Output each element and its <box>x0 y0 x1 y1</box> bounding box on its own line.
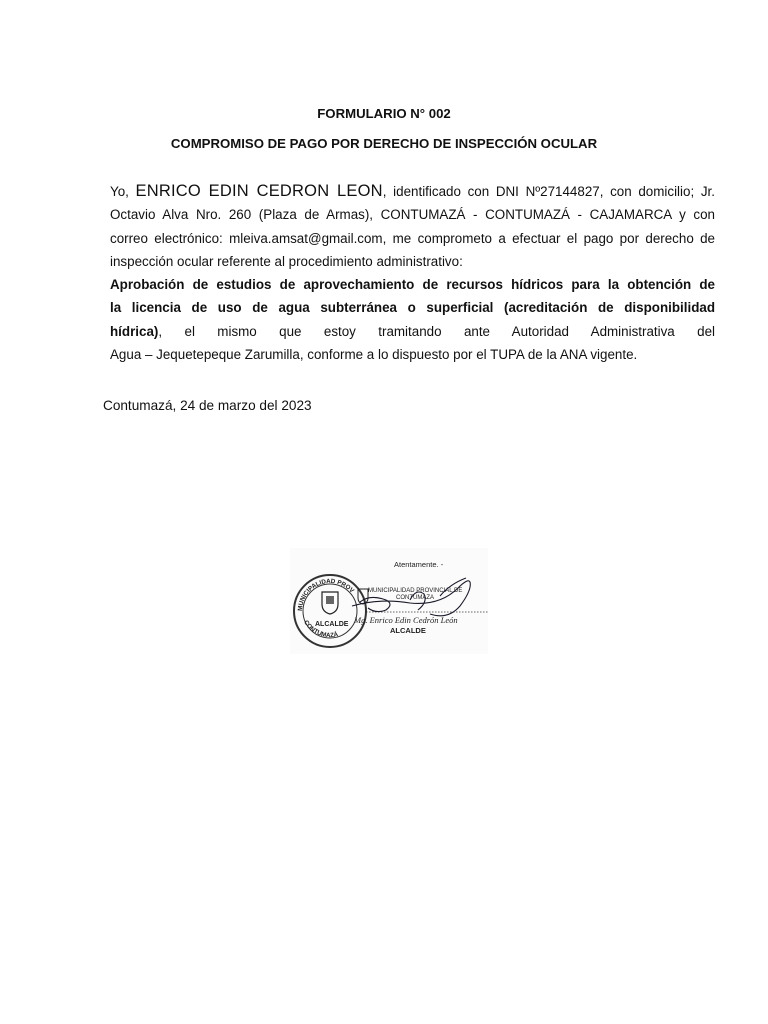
atentamente-text: Atentamente. - <box>394 560 444 569</box>
pronoun-text: Yo, <box>110 184 129 199</box>
paragraph-line-4: inspección ocular referente al procedimiento administrativo: <box>110 253 463 269</box>
paragraph-line-8: Agua – Jequetepeque Zarumilla, conforme a lo dispuesto por el TUPA de la ANA vigente. <box>110 347 638 363</box>
svg-text:MUNICIPALIDAD PROV <box>297 578 356 611</box>
date-line: Contumazá, 24 de marzo del 2023 <box>103 398 312 413</box>
document-heading: COMPROMISO DE PAGO POR DERECHO DE INSPECCIÓN OCULAR <box>170 136 598 151</box>
declarant-name: ENRICO EDIN CEDRON LEON <box>135 182 383 200</box>
seal-bottom-text: CONTUMAZÁ <box>302 619 339 640</box>
paragraph-line-1-rest: , identificado con DNI Nº27144827, con domicilio; Jr. <box>382 184 715 199</box>
paragraph-line-7-rest: , el mismo que estoy tramitando ante Autoridad Administrativa del <box>158 323 715 339</box>
seal-top-text: MUNICIPALIDAD PROV <box>296 577 356 612</box>
commitment-paragraph <box>110 180 715 366</box>
procedure-line-3: hídrica) <box>110 323 159 339</box>
paragraph-line-1 <box>110 180 715 203</box>
procedure-line-2: la licencia de uso de agua subterránea o superficial (acreditación de disponibilidad <box>110 300 715 316</box>
procedure-line-1: Aprobación de estudios de aprovechamiento de recursos hídricos para la obtención de <box>110 277 715 293</box>
paragraph-line-7 <box>110 320 715 343</box>
stamp-line-2: CONTUMAZA <box>396 595 434 601</box>
handwritten-signature <box>352 578 470 616</box>
municipal-seal-icon <box>294 575 366 647</box>
stamp-line-1: MUNICIPALIDAD PROVINCIAL DE <box>368 588 463 594</box>
seal-center-text: ALCALDE <box>315 621 349 628</box>
stamp-name: Mg. Enrico Edin Cedrón León <box>354 615 458 625</box>
paragraph-line-3: correo electrónico: mleiva.amsat@gmail.com, me comprometo a efectuar el pago por derecho de <box>110 230 715 246</box>
stamp-title: ALCALDE <box>390 626 426 635</box>
signature-stamp-image <box>290 548 488 654</box>
form-number-title: FORMULARIO N° 002 <box>317 106 451 121</box>
paragraph-line-2: Octavio Alva Nro. 260 (Plaza de Armas), CONTUMAZÁ - CONTUMAZÁ - CAJAMARCA y con <box>110 207 715 223</box>
